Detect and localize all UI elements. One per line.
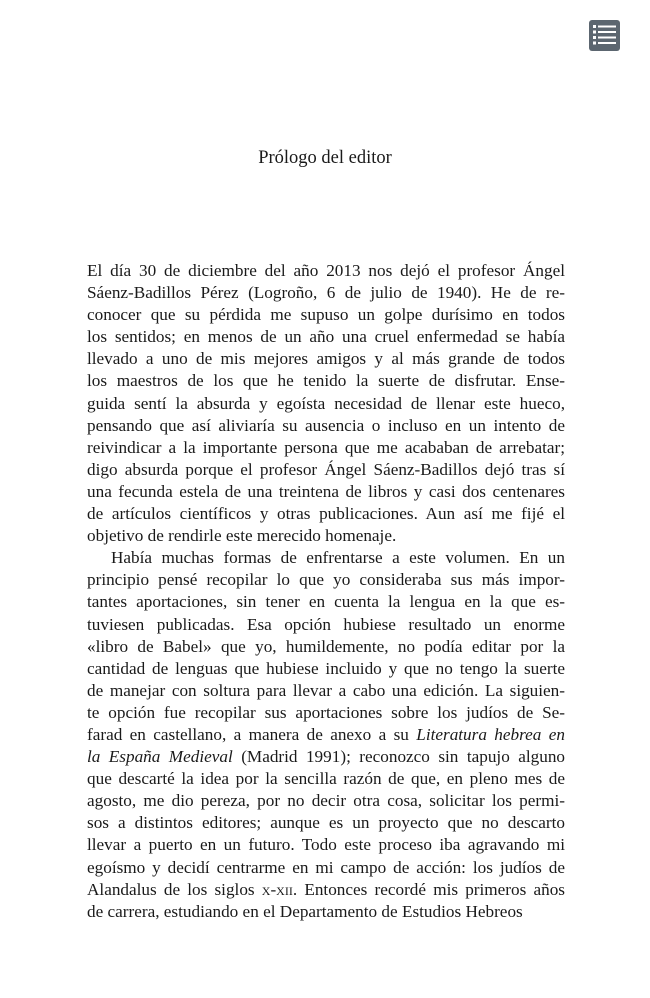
text-segment: que descarté la idea por la sencilla razón de que, en pleno mes de — [87, 769, 565, 789]
text-segment: tuviesen publicadas. Esa opción hubiese resultado un enorme — [87, 614, 565, 634]
text-segment: principio pensé recopilar lo que yo consideraba sus más impor- — [87, 570, 565, 590]
text-segment: una fecunda estela de una treintena de libros y casi dos centenares — [87, 481, 565, 501]
text-line — [87, 790, 565, 812]
text-segment: sos a distintos editores; aunque es un proyecto que no descarto — [87, 813, 565, 833]
text-segment: (Madrid 1991); reconozco sin tapujo alguno — [232, 747, 566, 767]
paragraph — [87, 547, 565, 923]
text-line — [87, 614, 565, 636]
text-line — [87, 459, 565, 481]
text-segment: reivindicar a la importante persona que me acababan de arrebatar; — [87, 437, 565, 457]
text-line — [87, 768, 565, 790]
text-segment: El día 30 de diciembre del año 2013 nos dejó el profesor Ángel — [87, 261, 565, 280]
text-line — [87, 702, 565, 724]
text-segment: agosto, me dio pereza, por no decir otra cosa, solicitar los permi- — [87, 791, 565, 811]
text-line — [87, 901, 565, 923]
text-segment: . Entonces recordé mis primeros años — [292, 879, 565, 899]
text-line — [87, 857, 565, 879]
text-segment: farad en castellano, a manera de anexo a su — [87, 724, 417, 744]
text-line — [87, 834, 565, 856]
text-segment: tantes aportaciones, sin tener en cuenta la lengua en la que es- — [87, 592, 565, 612]
text-line — [87, 746, 565, 768]
text-segment: te opción fue recopilar sus aportaciones sobre los judíos de Se- — [87, 702, 565, 722]
text-line — [87, 370, 565, 392]
text-line — [87, 658, 565, 680]
text-line — [87, 415, 565, 437]
text-segment: cantidad de lenguas que hubiese incluido y que no tengo la suerte — [87, 658, 565, 678]
text-line — [87, 348, 565, 370]
text-segment: Había muchas formas de enfrentarse a este volumen. En un — [111, 548, 565, 568]
text-line — [87, 812, 565, 834]
text-line — [87, 393, 565, 415]
paragraph — [87, 260, 565, 547]
text-segment: de artículos científicos y otras publicaciones. Aun así me fijé el — [87, 504, 565, 524]
text-segment: Alandalus de los siglos — [87, 879, 262, 899]
text-line — [87, 525, 565, 547]
text-segment: egoísmo y decidí centrarme en mi campo de acción: los judíos de — [87, 857, 565, 877]
text-line — [87, 680, 565, 702]
text-line — [87, 724, 565, 746]
text-segment: guida sentí la absurda y egoísta necesidad de llenar este hueco, — [87, 393, 565, 413]
text-line — [87, 481, 565, 503]
text-segment: de manejar con soltura para llevar a cabo una edición. La siguien- — [87, 680, 565, 700]
body-text — [87, 260, 565, 923]
text-segment: conocer que su pérdida me supuso un golpe durísimo en todos — [87, 305, 565, 325]
text-segment: pensando que así aliviaría su ausencia o incluso en un intento de — [87, 415, 565, 435]
italic-text: la España Medieval — [87, 747, 233, 767]
menu-button[interactable] — [589, 20, 620, 51]
text-segment: «libro de Babel» que yo, humildemente, no podía editar por la — [87, 636, 565, 656]
list-menu-icon — [589, 20, 620, 51]
text-segment: los sentidos; en menos de un año una cruel enfermedad se había — [87, 327, 565, 347]
text-line — [87, 503, 565, 525]
text-line — [87, 282, 565, 304]
small-caps-text: x-xii — [261, 879, 293, 899]
italic-text: Literatura hebrea en — [416, 724, 565, 744]
chapter-title: Prólogo del editor — [258, 148, 392, 168]
text-segment: llevar a puerto en un futuro. Todo este proceso iba agravando mi — [87, 835, 565, 855]
text-line — [87, 260, 565, 282]
text-line — [87, 304, 565, 326]
text-line — [87, 437, 565, 459]
text-segment: digo absurda porque el profesor Ángel Sáenz-Badillos dejó tras sí — [87, 459, 565, 479]
text-segment: Sáenz-Badillos Pérez (Logroño, 6 de julio de 1940). He de re- — [87, 283, 565, 303]
text-line — [87, 569, 565, 591]
text-line — [87, 326, 565, 348]
text-line — [87, 636, 565, 658]
text-line — [87, 547, 565, 569]
text-line — [87, 879, 565, 901]
text-segment: de carrera, estudiando en el Departamento de Estudios Hebreos — [87, 901, 523, 921]
text-segment: los maestros de los que he tenido la suerte de disfrutar. Ense- — [87, 371, 565, 391]
text-segment: objetivo de rendirle este merecido homenaje. — [87, 526, 397, 546]
text-segment: llevado a uno de mis mejores amigos y al más grande de todos — [87, 349, 565, 369]
text-line — [87, 591, 565, 613]
